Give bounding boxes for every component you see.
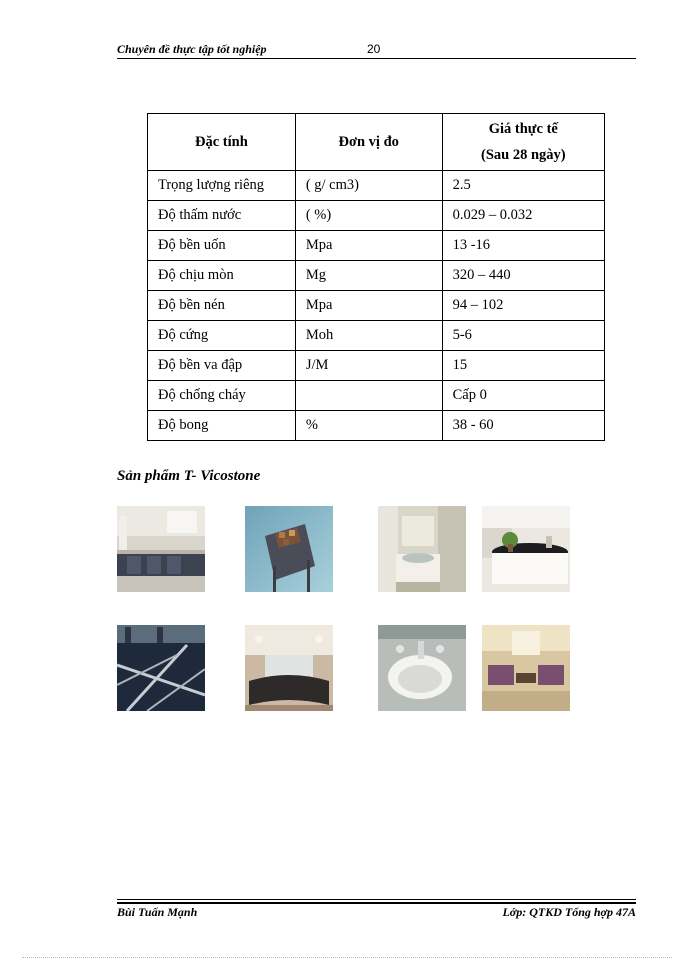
living-room-photo-icon xyxy=(482,625,570,711)
cell-unit: % xyxy=(295,411,442,441)
cell-value: 38 - 60 xyxy=(442,411,604,441)
countertop-sample-photo-icon xyxy=(245,506,333,592)
cell-value: 5-6 xyxy=(442,321,604,351)
cell-property: Độ bền va đập xyxy=(148,351,296,381)
cell-property: Trọng lượng riêng xyxy=(148,171,296,201)
cell-value: Cấp 0 xyxy=(442,381,604,411)
cell-unit: Mg xyxy=(295,261,442,291)
cell-property: Độ bền uốn xyxy=(148,231,296,261)
header-rule xyxy=(117,58,636,59)
cell-unit: Moh xyxy=(295,321,442,351)
table-row xyxy=(148,351,605,381)
cell-unit: ( %) xyxy=(295,201,442,231)
table-row xyxy=(148,231,605,261)
cell-value: 2.5 xyxy=(442,171,604,201)
kitchen-photo-icon xyxy=(117,506,205,592)
header-value xyxy=(442,114,604,171)
cell-value: 94 – 102 xyxy=(442,291,604,321)
footer-rule-thick xyxy=(117,902,636,904)
table-row xyxy=(148,261,605,291)
page-number: 20 xyxy=(367,42,381,56)
kitchen-island-photo-icon xyxy=(482,506,570,592)
cell-unit: Mpa xyxy=(295,291,442,321)
footer-class: Lớp: QTKD Tổng hợp 47A xyxy=(502,905,636,919)
bathroom-photo-icon xyxy=(378,506,466,592)
footer-author: Bùi Tuấn Mạnh xyxy=(117,905,198,919)
reception-counter-photo-icon xyxy=(245,625,333,711)
page-bottom-border xyxy=(22,957,672,958)
cell-value: 0.029 – 0.032 xyxy=(442,201,604,231)
cell-property: Độ bền nén xyxy=(148,291,296,321)
table-row xyxy=(148,201,605,231)
table-row xyxy=(148,321,605,351)
footer-rule xyxy=(117,899,636,900)
cell-unit: Mpa xyxy=(295,231,442,261)
cell-value: 320 – 440 xyxy=(442,261,604,291)
cell-unit: ( g/ cm3) xyxy=(295,171,442,201)
table-header-row xyxy=(148,114,605,171)
cell-unit xyxy=(295,381,442,411)
header-value-line1: Giá thực tế xyxy=(488,121,558,137)
header-property: Đặc tính xyxy=(148,114,296,171)
header-unit: Đơn vị đo xyxy=(295,114,442,171)
cell-property: Độ chống cháy xyxy=(148,381,296,411)
table-row xyxy=(148,411,605,441)
floor-tile-photo-icon xyxy=(117,625,205,711)
cell-property: Độ cứng xyxy=(148,321,296,351)
properties-table xyxy=(147,113,605,441)
cell-value: 15 xyxy=(442,351,604,381)
cell-property: Độ chịu mòn xyxy=(148,261,296,291)
cell-property: Độ thấm nước xyxy=(148,201,296,231)
washbasin-photo-icon xyxy=(378,625,466,711)
cell-unit: J/M xyxy=(295,351,442,381)
page-header xyxy=(117,40,636,60)
cell-value: 13 -16 xyxy=(442,231,604,261)
table-row xyxy=(148,171,605,201)
table-row xyxy=(148,381,605,411)
section-title: Sản phẩm T- Vicostone xyxy=(117,468,261,484)
header-value-line2: (Sau 28 ngày) xyxy=(480,147,566,163)
table-row xyxy=(148,291,605,321)
cell-property: Độ bong xyxy=(148,411,296,441)
header-title: Chuyên đề thực tập tốt nghiệp xyxy=(117,42,267,56)
